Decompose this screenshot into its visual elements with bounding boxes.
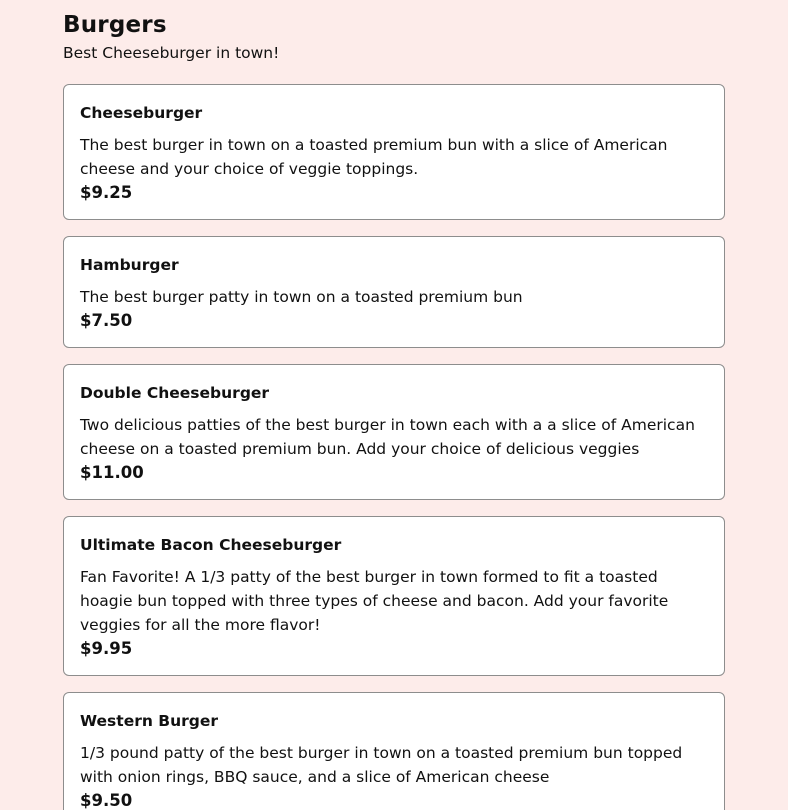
menu-item-description: The best burger in town on a toasted premium bun with a slice of American cheese and your choice of veggie toppings. (80, 136, 668, 178)
menu-item-price: $7.50 (80, 311, 133, 330)
menu-item-description: Fan Favorite! A 1/3 patty of the best burger in town formed to fit a toasted hoagie bun topped with three types of cheese and bacon. Add your favorite veggies for all the more flavor! (80, 568, 669, 634)
menu-item-price: $9.25 (80, 183, 133, 202)
section-subtitle: Best Cheeseburger in town! (63, 44, 280, 62)
menu-item-name: Cheeseburger (80, 104, 203, 122)
menu-item-description: The best burger patty in town on a toasted premium bun (80, 288, 523, 306)
menu-item-price: $9.50 (80, 791, 133, 810)
menu-item-card[interactable] (63, 84, 725, 220)
menu-item-price: $9.95 (80, 639, 133, 658)
menu-item-description: Two delicious patties of the best burger in town each with a a slice of American cheese on a toasted premium bun. Add your choice of delicious veggies (80, 416, 695, 458)
menu-item-list (63, 84, 725, 810)
section-title: Burgers (63, 12, 167, 38)
menu-item-name: Western Burger (80, 712, 219, 730)
menu-item-card[interactable] (63, 516, 725, 676)
menu-item-description: 1/3 pound patty of the best burger in town on a toasted premium bun topped with onion rings, BBQ sauce, and a slice of American cheese (80, 744, 683, 786)
menu-item-price: $11.00 (80, 463, 144, 482)
menu-item-name: Hamburger (80, 256, 179, 274)
menu-item-name: Ultimate Bacon Cheeseburger (80, 536, 342, 554)
menu-item-name: Double Cheeseburger (80, 384, 270, 402)
menu-item-card[interactable] (63, 364, 725, 500)
burgers-section (63, 8, 725, 810)
menu-item-card[interactable] (63, 236, 725, 348)
menu-item-card[interactable] (63, 692, 725, 810)
